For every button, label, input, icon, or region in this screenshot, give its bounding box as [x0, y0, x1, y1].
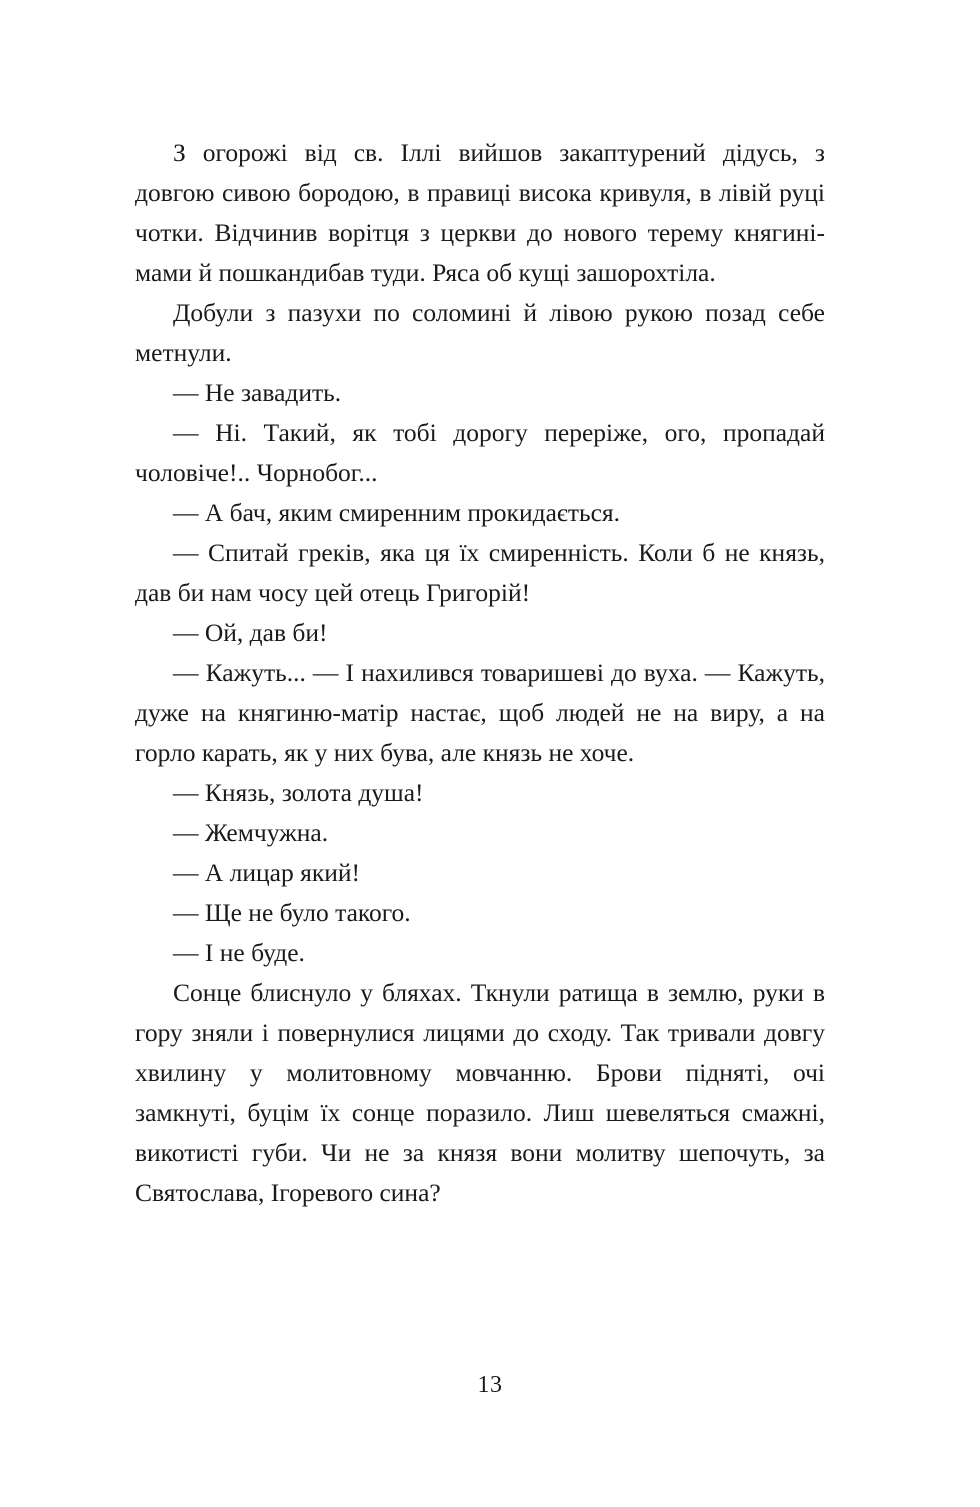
paragraph-dialogue: — Спитай греків, яка ця їх смиренність. Коли б не князь, дав би нам чосу цей отець Григорій! [135, 538, 825, 607]
paragraph-narrative: З огорожі від св. Іллі вийшов закаптурений дідусь, з довгою сивою бородою, в правиці висока кривуля, в лівій руці чотки. Відчинив ворітця з церкви до нового терему княгині-мами й пошкандибав туди. Ряса об кущі зашорохтіла. [135, 138, 825, 287]
paragraph-narrative: Добули з пазухи по соломині й лівою рукою позад себе метнули. [135, 298, 825, 367]
paragraph-dialogue: — Ще не було такого. [173, 898, 411, 927]
page-number: 13 [477, 1372, 503, 1398]
paragraph-dialogue: — Жемчужна. [173, 818, 329, 847]
paragraph-dialogue: — Кажуть... — І нахилився товаришеві до вуха. — Кажуть, дуже на княгиню-матір настає, щоб людей не на виру, а на горло карать, як у них бува, але князь не хоче. [135, 658, 825, 767]
paragraph-narrative: Сонце блиснуло у бляхах. Ткнули ратища в землю, руки в гору зняли і повернулися лицями до сходу. Так тривали довгу хвилину у молитовному мовчанню. Брови підняті, очі замкнуті, буцім їх сонце поразило. Лиш шевеляться смажні, викотисті губи. Чи не за князя вони молитву шепочуть, за Святослава, Ігоревого сина? [135, 978, 825, 1207]
paragraph-dialogue: — Ні. Такий, як тобі дорогу переріже, ого, пропадай чоловіче!.. Чорнобог... [135, 418, 825, 487]
paragraph-dialogue: — І не буде. [173, 938, 305, 967]
paragraph-dialogue: — А лицар який! [173, 858, 361, 887]
paragraph-dialogue: — Не завадить. [173, 378, 342, 407]
page-text-column [135, 133, 825, 1213]
paragraph-dialogue: — Князь, золота душа! [173, 778, 424, 807]
paragraph-dialogue: — Ой, дав би! [173, 618, 328, 647]
paragraph-dialogue: — А бач, яким смиренним прокидається. [173, 498, 621, 527]
